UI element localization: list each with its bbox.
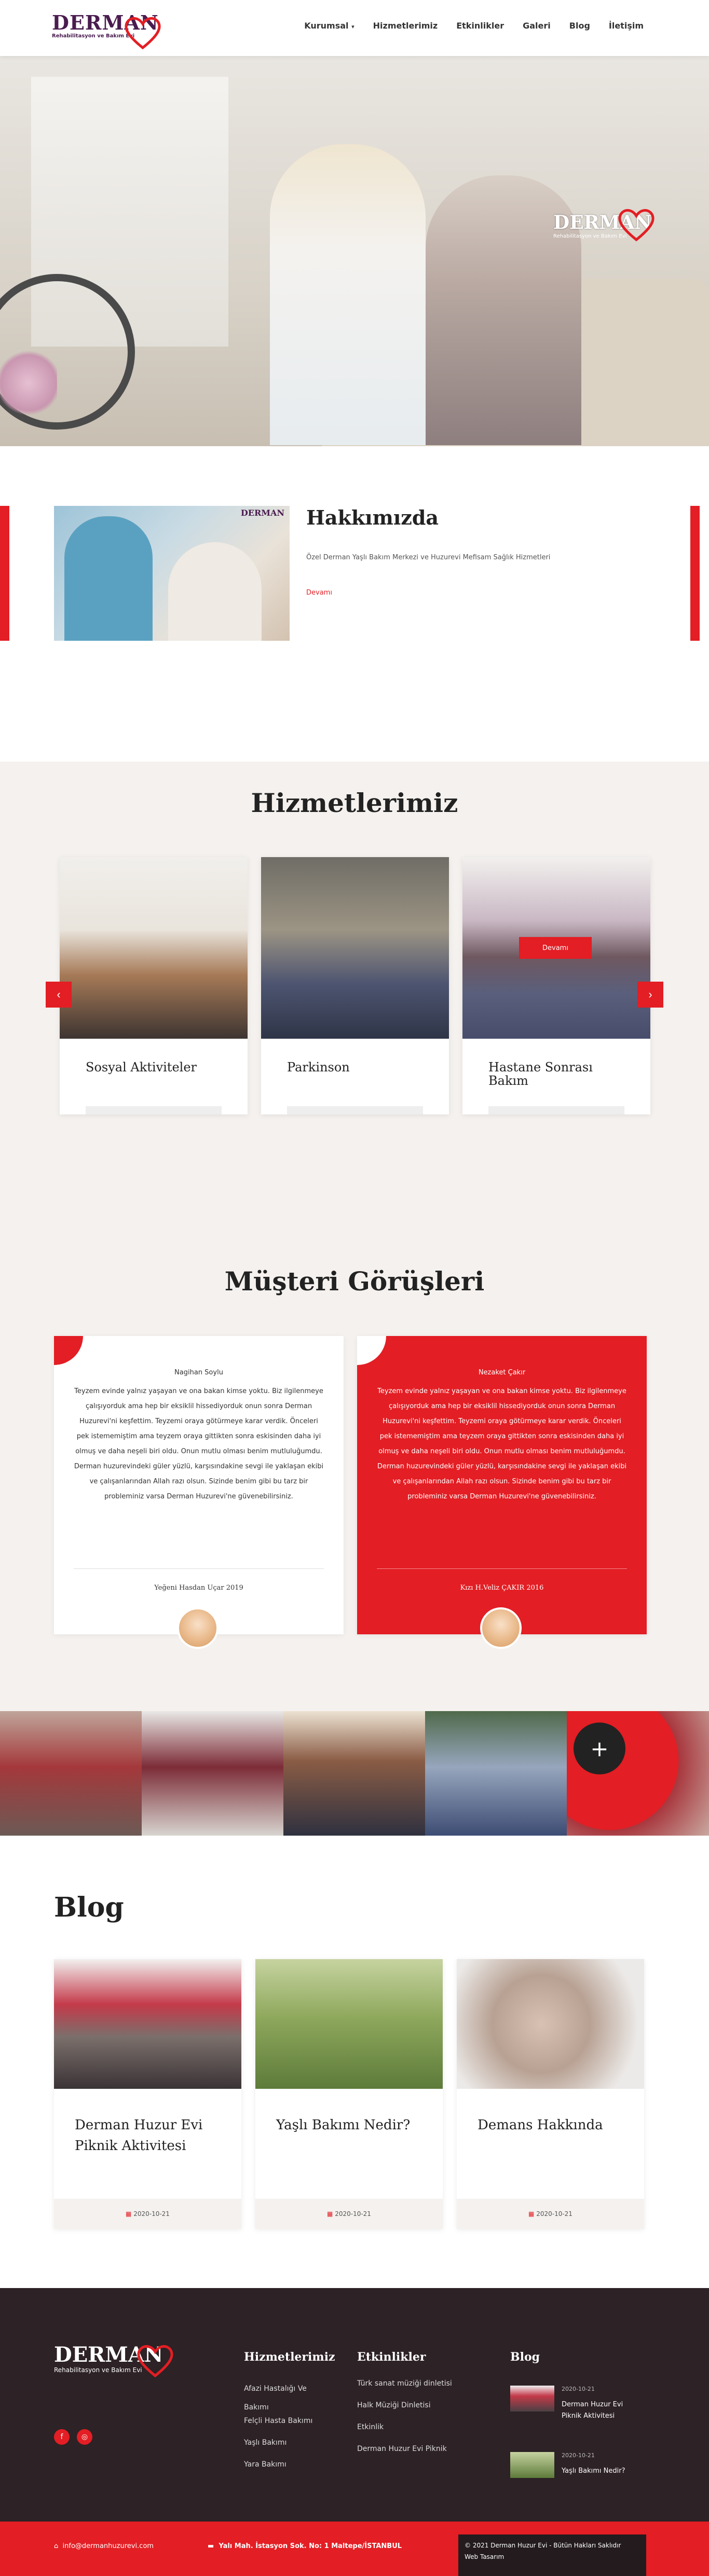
service-image (261, 857, 449, 1039)
footer-link[interactable]: Halk Müziği Dinletisi (357, 2401, 431, 2409)
blog-date (54, 2199, 241, 2229)
footer-post-date: 2020-10-21 (562, 2452, 595, 2459)
footer-post-title[interactable]: Yaşlı Bakımı Nedir? (562, 2467, 625, 2475)
service-footer-bar (287, 1106, 423, 1114)
nav-etkinlikler[interactable]: Etkinlikler (456, 21, 505, 31)
testimonial-name: Nezaket Çakır (478, 1369, 526, 1376)
blog-post-title: Demans Hakkında (478, 2117, 603, 2133)
home-icon: ⌂ (54, 2542, 59, 2550)
truck-icon: ▬ (208, 2542, 214, 2550)
nav-hizmetlerimiz[interactable]: Hizmetlerimiz (373, 21, 438, 31)
about-elderly (168, 542, 262, 641)
footer-services-title: Hizmetlerimiz (244, 2350, 335, 2364)
divider (74, 1568, 324, 1569)
calendar-icon: ▦ (528, 2210, 535, 2217)
service-image (60, 857, 248, 1039)
heart-icon (134, 2341, 176, 2380)
gallery-image[interactable] (0, 1711, 142, 1836)
footer-post-thumb[interactable] (510, 2452, 554, 2478)
gallery-image[interactable] (425, 1711, 567, 1836)
site-header (0, 0, 709, 56)
copyright-box (458, 2534, 646, 2576)
email-text: info@dermanhuzurevi.com (62, 2542, 154, 2550)
service-footer-bar (488, 1106, 624, 1114)
footer-logo-subtext: Rehabilitasyon ve Bakım Evi (54, 2366, 142, 2374)
testimonial-author: Kızı H.Veliz ÇAKIR 2016 (460, 1584, 544, 1592)
service-more-button[interactable]: Devamı (519, 937, 592, 959)
blog-card[interactable] (255, 1959, 443, 2229)
chevron-right-icon[interactable]: › (637, 982, 663, 1008)
testimonial-author: Yeğeni Hasdan Uçar 2019 (154, 1584, 243, 1592)
copyright-text: © 2021 Derman Huzur Evi - Bütün Hakları Saklıdır (465, 2542, 621, 2549)
service-card[interactable] (261, 857, 449, 1114)
blog-image (54, 1959, 241, 2089)
quote-corner (357, 1336, 386, 1365)
testimonial-card (357, 1336, 647, 1634)
facebook-icon[interactable]: f (54, 2429, 70, 2445)
footer-events-title: Etkinlikler (357, 2350, 426, 2364)
service-title: Hastane Sonrası Bakım (488, 1060, 593, 1088)
footer-address (208, 2542, 402, 2550)
divider (377, 1568, 627, 1569)
heart-icon (616, 206, 657, 243)
testimonial-text: Teyzem evinde yalnız yaşayan ve ona bakan kimse yoktu. Biz ilgilenmeye çalışıyorduk ama hep bir eksiklil hissediyorduk onun sonra Derman Huzurevi'ni keşfettim. Teyzemi oraya götürmeye karar verdik. Önceleri pek istememiştim ama teyzem oraya gittikten sonra eskisinden daha iyi olmuş ve daha neşeli biri oldu. Onun mutlu olması benim mutluluğumdu. Derman huzurevindeki güler yüzlü, karşısındakine sevgi ile yaklaşan ekibi ve çalışanlarından Allah razı olsun. Sizinde benim gibi bu tarz bir probleminiz varsa Derman Huzurevi'ne güvenebilirsiniz. (377, 1387, 627, 1500)
footer-link[interactable]: Derman Huzur Evi Piknik (357, 2445, 447, 2453)
blog-card[interactable] (457, 1959, 644, 2229)
service-title: Sosyal Aktiviteler (86, 1060, 197, 1075)
footer-post-title[interactable]: Derman Huzur Evi Piknik Aktivitesi (562, 2401, 623, 2420)
service-title: Parkinson (287, 1060, 350, 1075)
address-text: Yalı Mah. İstasyon Sok. No: 1 Maltepe/İSTANBUL (219, 2542, 402, 2550)
main-nav (304, 21, 644, 31)
footer-logo[interactable] (54, 2344, 184, 2385)
gallery-image[interactable] (283, 1711, 426, 1836)
calendar-icon: ▦ (126, 2210, 132, 2217)
blog-date (255, 2199, 443, 2229)
blog-date (457, 2199, 644, 2229)
chevron-down-icon: ▾ (351, 23, 354, 30)
hero-nurse (270, 144, 426, 445)
service-card[interactable] (462, 857, 650, 1114)
hero-watermark-logo (553, 212, 657, 253)
chevron-left-icon[interactable]: ‹ (46, 982, 72, 1008)
blog-date-text: 2020-10-21 (133, 2210, 170, 2217)
blog-card[interactable] (54, 1959, 241, 2229)
testimonials-title: Müşteri Görüşleri (224, 1266, 485, 1297)
logo-subtext: Rehabilitasyon ve Bakım Evi (52, 33, 135, 39)
nav-iletisim[interactable]: İletişim (608, 21, 644, 31)
hero-slider[interactable] (0, 56, 709, 446)
avatar (177, 1607, 219, 1649)
watermark-subtext: Rehabilitasyon ve Bakım Evi (553, 233, 627, 239)
watermark-text: DERMAN (553, 212, 652, 233)
services-title: Hizmetlerimiz (251, 788, 458, 818)
footer-blog-title: Blog (510, 2350, 540, 2364)
side-accent-left (0, 506, 9, 641)
side-accent-right (690, 506, 700, 641)
footer-logo-text: DERMAN (54, 2343, 163, 2367)
hero-flowers (0, 347, 57, 419)
service-card[interactable] (60, 857, 248, 1114)
testimonial-name: Nagihan Soylu (174, 1369, 223, 1376)
nav-label: Kurumsal (304, 21, 349, 31)
footer-post-thumb[interactable] (510, 2386, 554, 2412)
testimonial-text: Teyzem evinde yalnız yaşayan ve ona bakan kimse yoktu. Biz ilgilenmeye çalışıyorduk ama hep bir eksiklil hissediyorduk onun sonra Derman Huzurevi'ni keşfettim. Teyzemi oraya götürmeye karar verdik. Önceleri pek istememiştim ama teyzem oraya gittikten sonra eskisinden daha iyi olmuş ve daha neşeli biri oldu. Onun mutlu olması benim mutluluğumdu. Derman huzurevindeki güler yüzlü, karşısındakine sevgi ile yaklaşan ekibi ve çalışanlarından Allah razı olsun. Sizinde benim gibi bu tarz bir probleminiz varsa Derman Huzurevi'ne güvenebilirsiniz. (74, 1387, 324, 1500)
blog-post-title: Derman Huzur Evi Piknik Aktivitesi (75, 2117, 203, 2154)
plus-icon[interactable]: + (574, 1723, 625, 1774)
instagram-icon[interactable]: ◎ (77, 2429, 92, 2445)
blog-date-text: 2020-10-21 (536, 2210, 572, 2217)
footer-email[interactable] (54, 2542, 154, 2550)
nav-galeri[interactable]: Galeri (523, 21, 551, 31)
blog-date-text: 2020-10-21 (335, 2210, 371, 2217)
service-footer-bar (86, 1106, 222, 1114)
about-caregiver (64, 516, 153, 641)
credit-link[interactable]: Web Tasarım (465, 2553, 505, 2560)
footer-link[interactable]: Felçli Hasta Bakımı (244, 2417, 313, 2425)
footer-link[interactable]: Türk sanat müziği dinletisi (357, 2379, 452, 2388)
footer-link[interactable]: Afazi Hastalığı Ve Bakımı (244, 2385, 307, 2412)
footer-post-date: 2020-10-21 (562, 2386, 595, 2392)
about-image-logo: DERMAN (240, 508, 284, 518)
about-more-link[interactable]: Devamı (306, 589, 332, 597)
avatar (480, 1607, 522, 1649)
nav-kurumsal[interactable] (304, 21, 354, 31)
nav-blog[interactable]: Blog (569, 21, 590, 31)
footer-link[interactable]: Yaşlı Bakımı (244, 2439, 287, 2447)
about-title: Hakkımızda (306, 506, 439, 529)
about-image (54, 506, 290, 641)
site-logo[interactable] (52, 11, 161, 50)
footer-link[interactable]: Yara Bakımı (244, 2460, 287, 2469)
blog-post-title: Yaşlı Bakımı Nedir? (276, 2117, 411, 2133)
heart-icon (122, 15, 163, 51)
blog-title: Blog (54, 1892, 124, 1923)
footer-link[interactable]: Etkinlik (357, 2423, 384, 2431)
calendar-icon: ▦ (327, 2210, 333, 2217)
about-text: Özel Derman Yaşlı Bakım Merkezi ve Huzurevi Mefisam Sağlık Hizmetleri (306, 554, 551, 561)
logo-text: DERMAN (52, 11, 159, 34)
blog-image (255, 1959, 443, 2089)
blog-image (457, 1959, 644, 2089)
testimonial-card (54, 1336, 344, 1634)
quote-corner (54, 1336, 83, 1365)
gallery-image[interactable] (142, 1711, 284, 1836)
